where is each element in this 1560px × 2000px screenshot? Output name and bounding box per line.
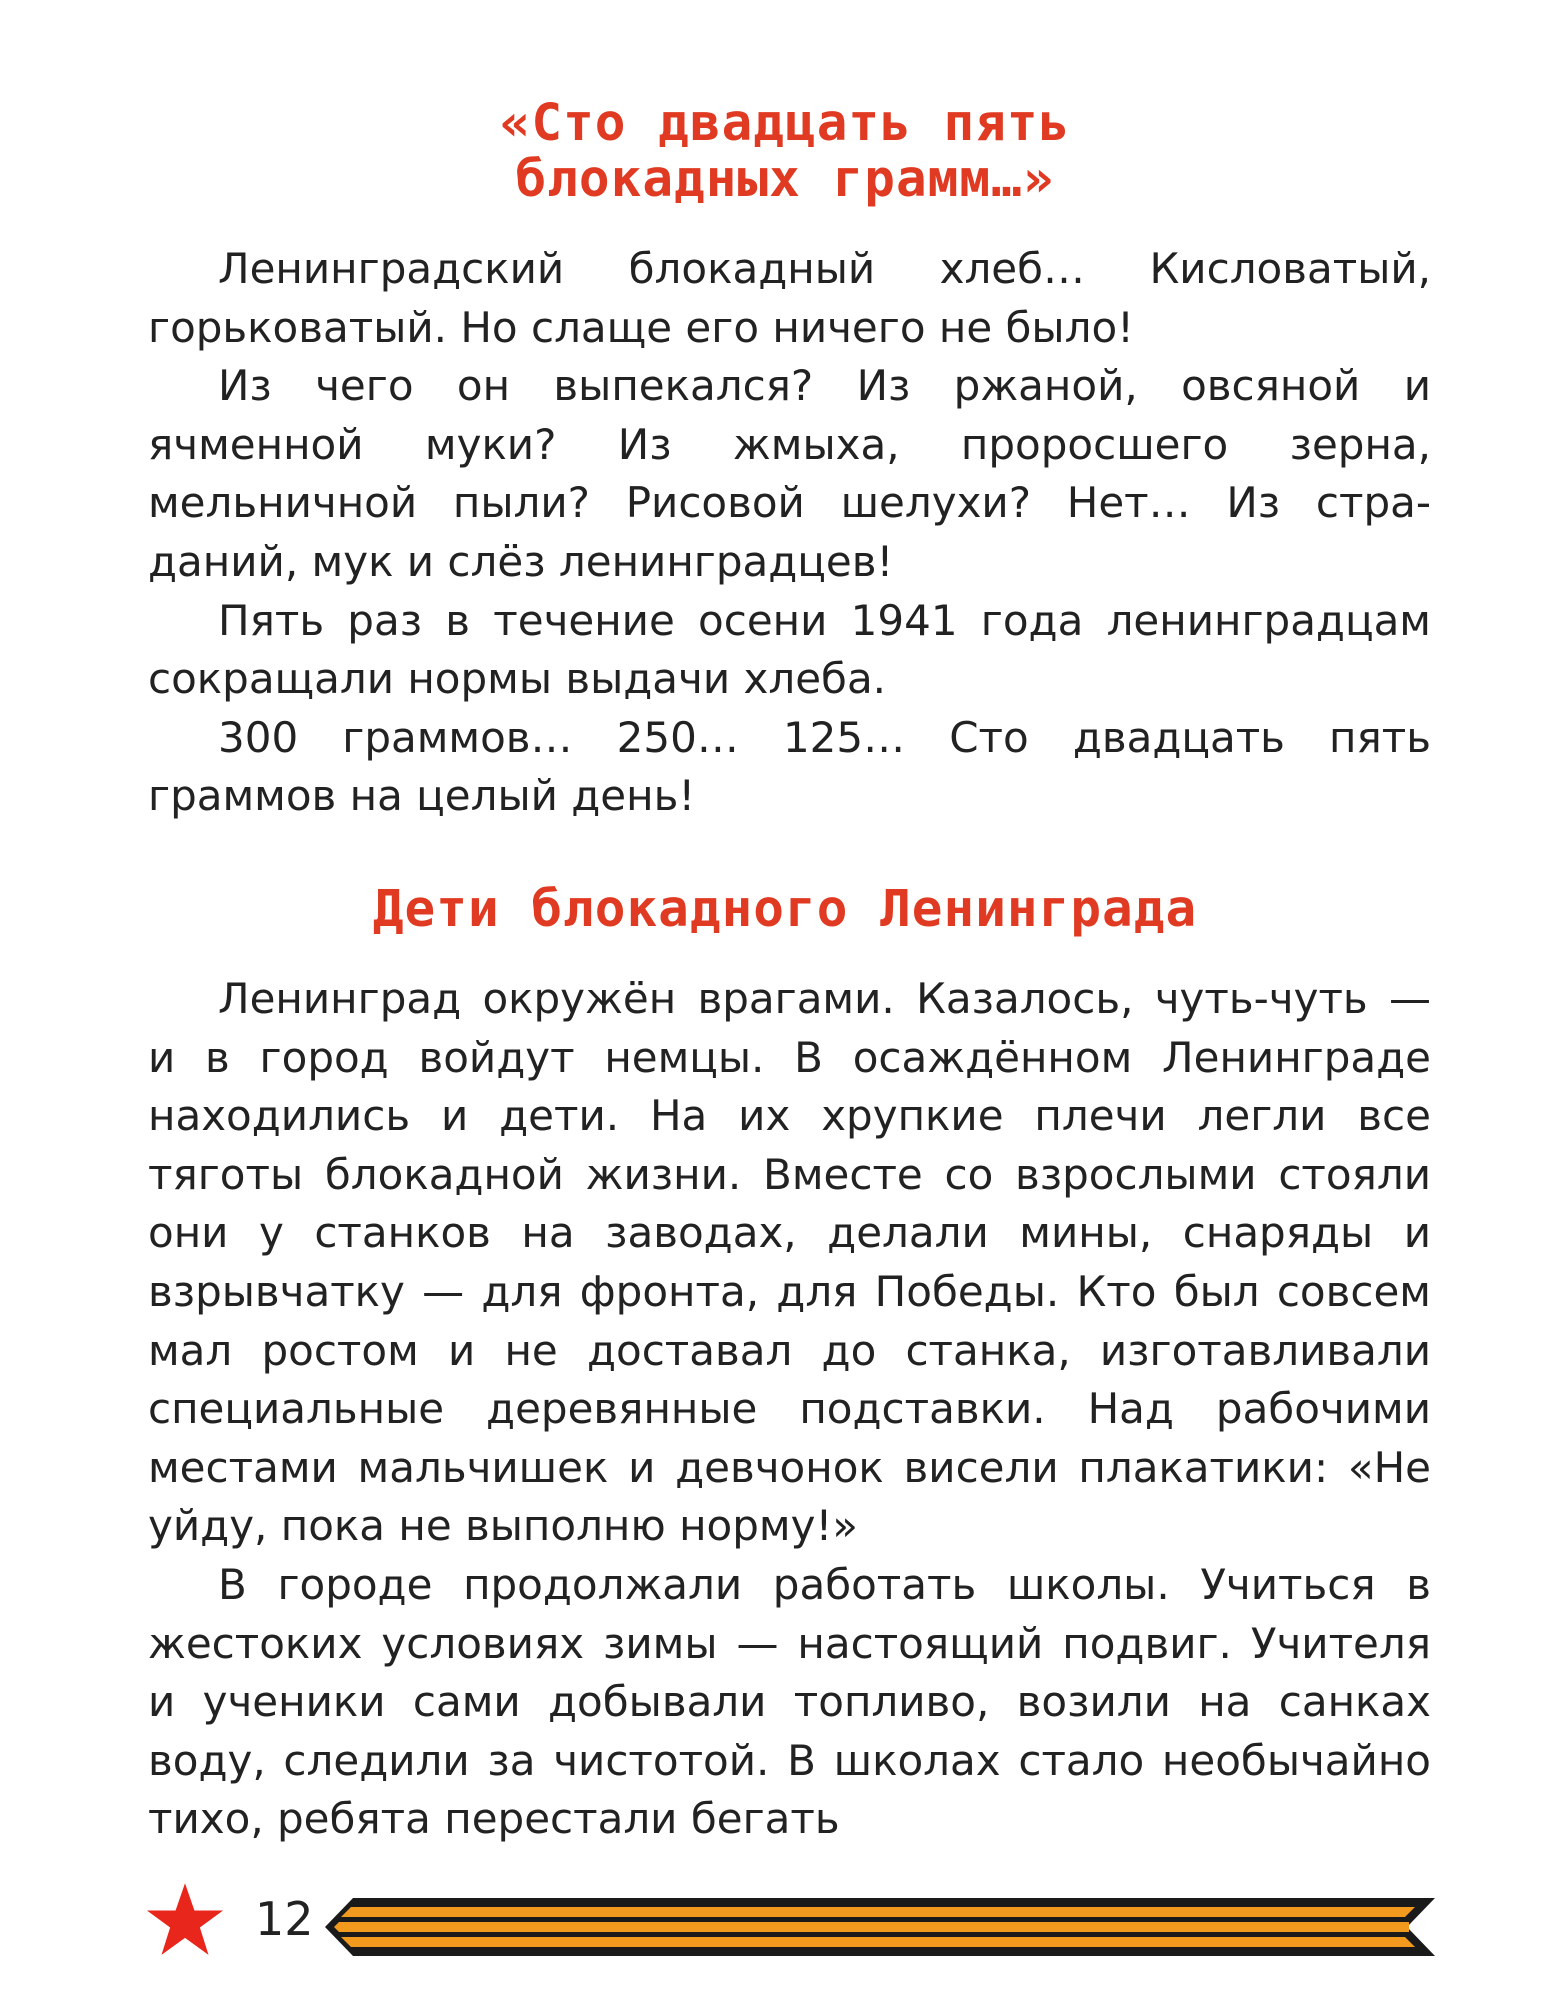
paragraph: Из чего он выпекался? Из ржаной, овсяной и ячменной муки? Из жмыха, проросшего зерна, мельничной пыли? Рисовой шелухи? Нет… Из страданий, мук и слёз ленинградцев!: [148, 361, 1431, 586]
paragraph: Ленинград окружён врагами. Казалось, чуть-чуть — и в город войдут немцы. В осаждённом Ленинграде находились и дети. На их хрупкие плечи легли все тяготы блокадной жизни. Вместе со взрослыми стояли они у станков на заводах, делали мины, снаряды и взрывчатку — для фронта, для Победы. Кто был совсем мал ростом и не доставал до станка, изготавливали специальные деревянные подставки. Над рабочими местами мальчишек и девчонок висели плакатики: «Не уйду, пока не выполню норму!»: [148, 974, 1431, 1551]
red-star-icon: [145, 1880, 225, 1960]
section-title-bread-line2: блокадных грамм…»: [515, 150, 1055, 209]
section-title-bread-line1: «Сто двадцать пять: [499, 94, 1071, 153]
paragraph: В городе продолжали работать школы. Учиться в жестоких условиях зимы — настоящий подвиг. Учителя и ученики сами добывали топливо, возили на санках воду, следили за чистотой. В школах стало необычайно тихо, ребята перестали бегать: [148, 1559, 1431, 1844]
section-title-bread: [140, 96, 1430, 208]
page-number: 12: [255, 1892, 314, 1946]
st-george-ribbon-icon: [325, 1898, 1435, 1956]
paragraph: Ленинградский блокадный хлеб… Кисловатый, горьковатый. Но слаще его ничего не было!: [148, 244, 1431, 352]
paragraph: Пять раз в течение осени 1941 года ленинградцам сокращали нормы выдачи хлеба.: [148, 595, 1431, 704]
page-footer: [0, 1880, 1560, 1970]
section-body-children: [148, 970, 1431, 1849]
section-body-bread: [148, 240, 1431, 826]
section-title-children: Дети блокадного Ленинграда: [372, 880, 1198, 939]
paragraph: 300 граммов… 250… 125… Сто двадцать пять граммов на целый день!: [148, 712, 1431, 821]
